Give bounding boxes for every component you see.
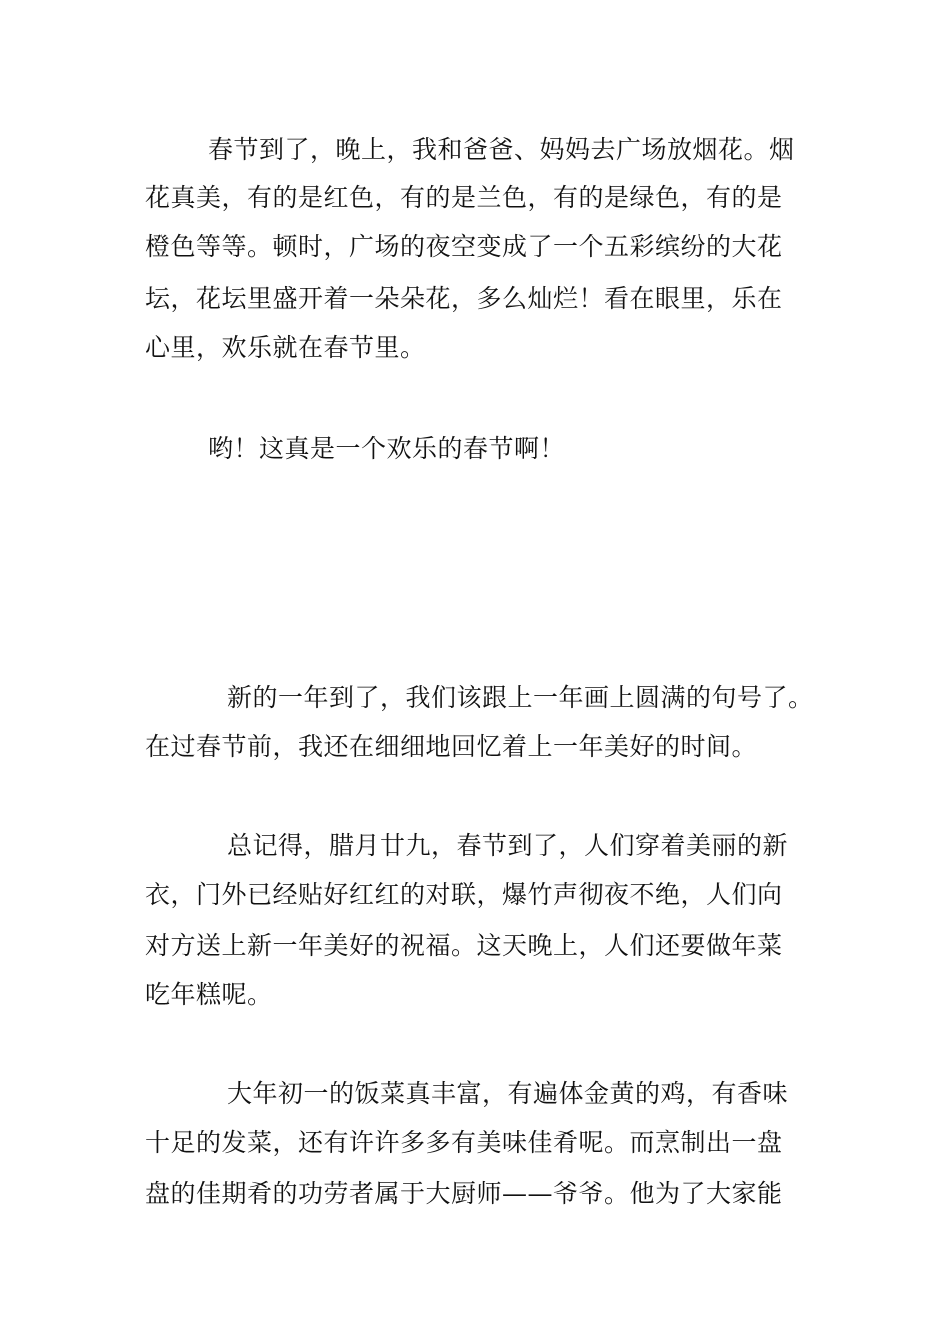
paragraph-5-line-3: 盘的佳期肴的功劳者属于大厨师——爷爷。他为了大家能 [145, 1179, 783, 1208]
paragraph-1-line-2: 花真美，有的是红色，有的是兰色，有的是绿色，有的是 [145, 183, 783, 212]
paragraph-1-line-1: 春节到了，晚上，我和爸爸、妈妈去广场放烟花。烟 [208, 135, 795, 164]
paragraph-1-line-4: 坛，花坛里盛开着一朵朵花，多么灿烂！看在眼里，乐在 [145, 284, 783, 313]
paragraph-3-line-2: 在过春节前，我还在细细地回忆着上一年美好的时间。 [145, 732, 758, 761]
paragraph-5-line-2: 十足的发菜，还有许许多多有美味佳肴呢。而烹制出一盘 [145, 1128, 783, 1157]
paragraph-1-line-3: 橙色等等。顿时，广场的夜空变成了一个五彩缤纷的大花 [145, 232, 783, 261]
paragraph-4-line-4: 吃年糕呢。 [145, 980, 273, 1009]
paragraph-5-line-1: 大年初一的饭菜真丰富，有遍体金黄的鸡，有香味 [227, 1079, 789, 1108]
paragraph-3-line-1: 新的一年到了，我们该跟上一年画上圆满的句号了。 [227, 683, 814, 712]
paragraph-2-line-1: 哟！这真是一个欢乐的春节啊！ [208, 434, 566, 463]
paragraph-4-line-2: 衣，门外已经贴好红红的对联，爆竹声彻夜不绝，人们向 [145, 880, 783, 909]
paragraph-4-line-1: 总记得，腊月廿九，春节到了，人们穿着美丽的新 [227, 831, 789, 860]
paragraph-1-line-5: 心里，欢乐就在春节里。 [145, 333, 426, 362]
paragraph-4-line-3: 对方送上新一年美好的祝福。这天晚上，人们还要做年菜 [145, 931, 783, 960]
